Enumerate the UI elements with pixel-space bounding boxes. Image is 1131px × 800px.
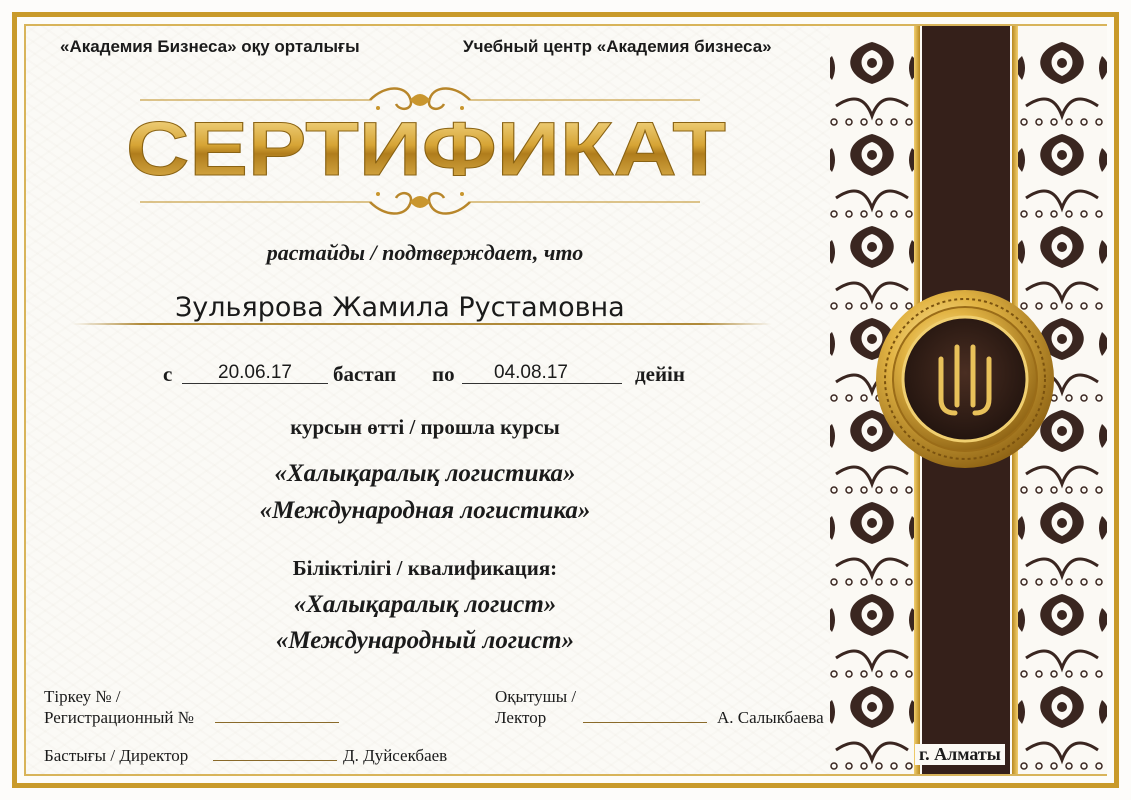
lecturer-label-ru: Лектор xyxy=(495,708,547,727)
city-label: г. Алматы xyxy=(915,744,1005,765)
period-to-date: 04.08.17 xyxy=(494,362,568,383)
confirm-text: растайды / подтверждает, что xyxy=(266,240,584,265)
academy-logo-seal-icon xyxy=(873,287,1057,471)
flower-motif xyxy=(830,134,918,217)
title-block xyxy=(116,104,736,194)
director-label: Бастығы / Директор xyxy=(44,746,189,765)
course-name-kk: «Халықаралық логистика» xyxy=(274,460,576,487)
director-signature-line xyxy=(213,760,337,761)
from-date-underline xyxy=(182,383,328,384)
header-org-ru: Учебный центр «Академия бизнеса» xyxy=(463,37,772,56)
lecturer-name: А. Салыкбаева xyxy=(717,708,824,727)
name-underline xyxy=(72,323,772,325)
recipient-name: Зульярова Жамила Рустамовна xyxy=(175,292,625,323)
lecturer-label-kk: Оқытушы / xyxy=(495,687,577,706)
flower-motif xyxy=(1016,42,1107,125)
flower-motif xyxy=(830,686,918,769)
course-name-ru: «Международная логистика» xyxy=(259,497,591,524)
period-to-prefix: по xyxy=(432,362,455,386)
title-graphic xyxy=(116,104,736,194)
qualification-label: Біліктілігі / квалификация: xyxy=(292,556,558,580)
lecturer-signature-line xyxy=(583,722,707,723)
title-ornament-bottom xyxy=(120,184,720,224)
period-from-suffix: бастап xyxy=(333,362,397,386)
reg-label-ru: Регистрационный № xyxy=(44,708,194,727)
period-from-prefix: с xyxy=(163,362,173,386)
period-to-suffix: дейін xyxy=(635,362,685,386)
flower-motif xyxy=(1016,686,1107,769)
qualification-ru: «Международный логист» xyxy=(275,627,575,654)
flower-motif xyxy=(1016,134,1107,217)
flower-motif xyxy=(1016,594,1107,677)
header-org-kk: «Академия Бизнеса» оқу орталығы xyxy=(60,37,360,56)
course-intro: курсын өтті / прошла курсы xyxy=(290,415,560,439)
certificate-title: СЕРТИФИКАТ xyxy=(126,107,726,192)
flower-motif xyxy=(830,42,918,125)
reg-label-kk: Тіркеу № / xyxy=(44,687,121,706)
to-date-underline xyxy=(462,383,622,384)
director-name: Д. Дуйсекбаев xyxy=(343,746,448,765)
reg-number-line xyxy=(215,722,339,723)
period-from-date: 20.06.17 xyxy=(218,362,292,383)
qualification-kk: «Халықаралық логист» xyxy=(293,591,557,618)
flower-motif xyxy=(1016,502,1107,585)
